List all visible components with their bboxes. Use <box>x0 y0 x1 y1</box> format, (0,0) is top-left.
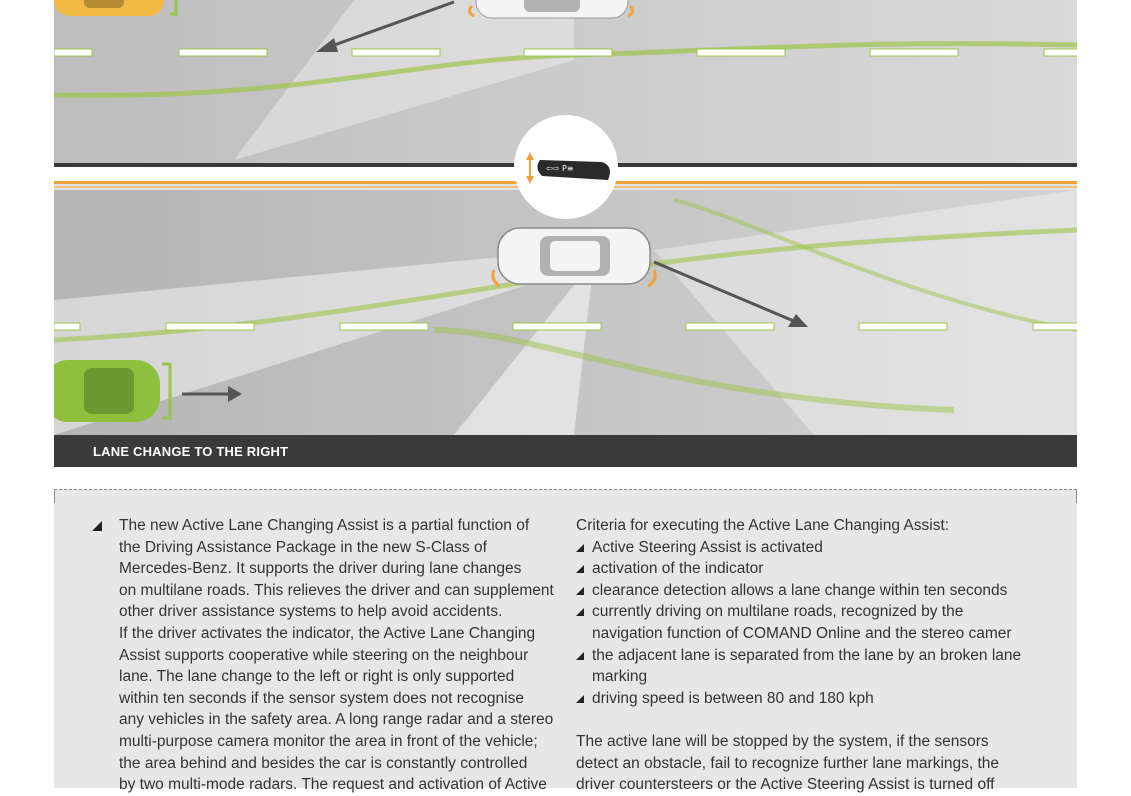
bullet-icon <box>576 544 584 552</box>
left-line-13: by two multi-mode radars. The request and activation of Active <box>119 776 547 794</box>
indicator-stalk-badge <box>514 115 618 219</box>
left-line-4: on multilane roads. This relieves the driver and can supplement <box>119 581 554 599</box>
closing-line-1: The active lane will be stopped by the system, if the sensors <box>576 732 989 750</box>
criteria-list <box>576 537 1036 710</box>
svg-text:⇦⇨ P≡: ⇦⇨ P≡ <box>546 164 574 173</box>
green-car <box>54 360 170 422</box>
bullet-icon <box>576 565 584 573</box>
ego-car <box>493 228 655 286</box>
left-line-8: lane. The lane change to the left or right is only supported <box>119 668 515 686</box>
diagram-caption: LANE CHANGE TO THE RIGHT <box>93 444 289 459</box>
left-column <box>119 515 559 796</box>
right-column <box>576 515 1036 796</box>
left-line-5: other driver assistance systems to help avoid accidents. <box>119 603 503 621</box>
left-line-9: within ten seconds if the sensor system does not recognise <box>119 689 524 707</box>
closing-line-3: driver countersteers or the Active Steering Assist is turned off <box>576 776 995 794</box>
bullet-icon <box>576 608 584 616</box>
criteria-item: activation of the indicator <box>576 558 1036 580</box>
left-line-12: the area behind and besides the car is constantly controlled <box>119 754 528 772</box>
left-line-7: Assist supports cooperative while steering on the neighbour <box>119 646 529 664</box>
left-line-10: any vehicles in the safety area. A long range radar and a stereo <box>119 711 554 729</box>
closing-line-2: detect an obstacle, fail to recognize further lane markings, the <box>576 754 1000 772</box>
lane-markings-upper <box>54 49 1077 56</box>
criteria-item: the adjacent lane is separated from the lane by an broken lane marking <box>576 645 1036 688</box>
criteria-item: Active Steering Assist is activated <box>576 537 1036 559</box>
criteria-item: currently driving on multilane roads, recognized by the navigation function of COMAND Online and the stereo camer <box>576 601 1036 644</box>
criteria-item: clearance detection allows a lane change within ten seconds <box>576 580 1036 602</box>
road-illustration <box>54 0 1077 435</box>
description-box <box>54 489 1077 794</box>
left-line-1: The new Active Lane Changing Assist is a partial function of <box>119 517 530 534</box>
left-line-2: the Driving Assistance Package in the new S-Class of <box>119 538 487 556</box>
paragraph-gap <box>576 709 1036 731</box>
bullet-icon <box>576 587 584 595</box>
bullet-icon <box>576 652 584 660</box>
lane-markings-lower <box>54 323 1077 330</box>
paragraph-bullet-icon <box>92 521 102 531</box>
white-car-upper <box>469 0 632 18</box>
bullet-icon <box>576 695 584 703</box>
lane-change-diagram <box>54 0 1077 435</box>
box-corner-right <box>1076 489 1077 503</box>
criteria-item: driving speed is between 80 and 180 kph <box>576 688 1036 710</box>
diagram-caption-bar <box>54 435 1077 467</box>
criteria-heading: Criteria for executing the Active Lane Changing Assist: <box>576 517 950 534</box>
dashed-divider <box>54 489 1077 490</box>
box-corner-left <box>54 489 55 503</box>
left-line-3: Mercedes-Benz. It supports the driver during lane changes <box>119 560 522 578</box>
left-line-6: If the driver activates the indicator, the Active Lane Changing <box>119 624 536 642</box>
left-line-11: multi-purpose camera monitor the area in front of the vehicle; <box>119 732 538 750</box>
